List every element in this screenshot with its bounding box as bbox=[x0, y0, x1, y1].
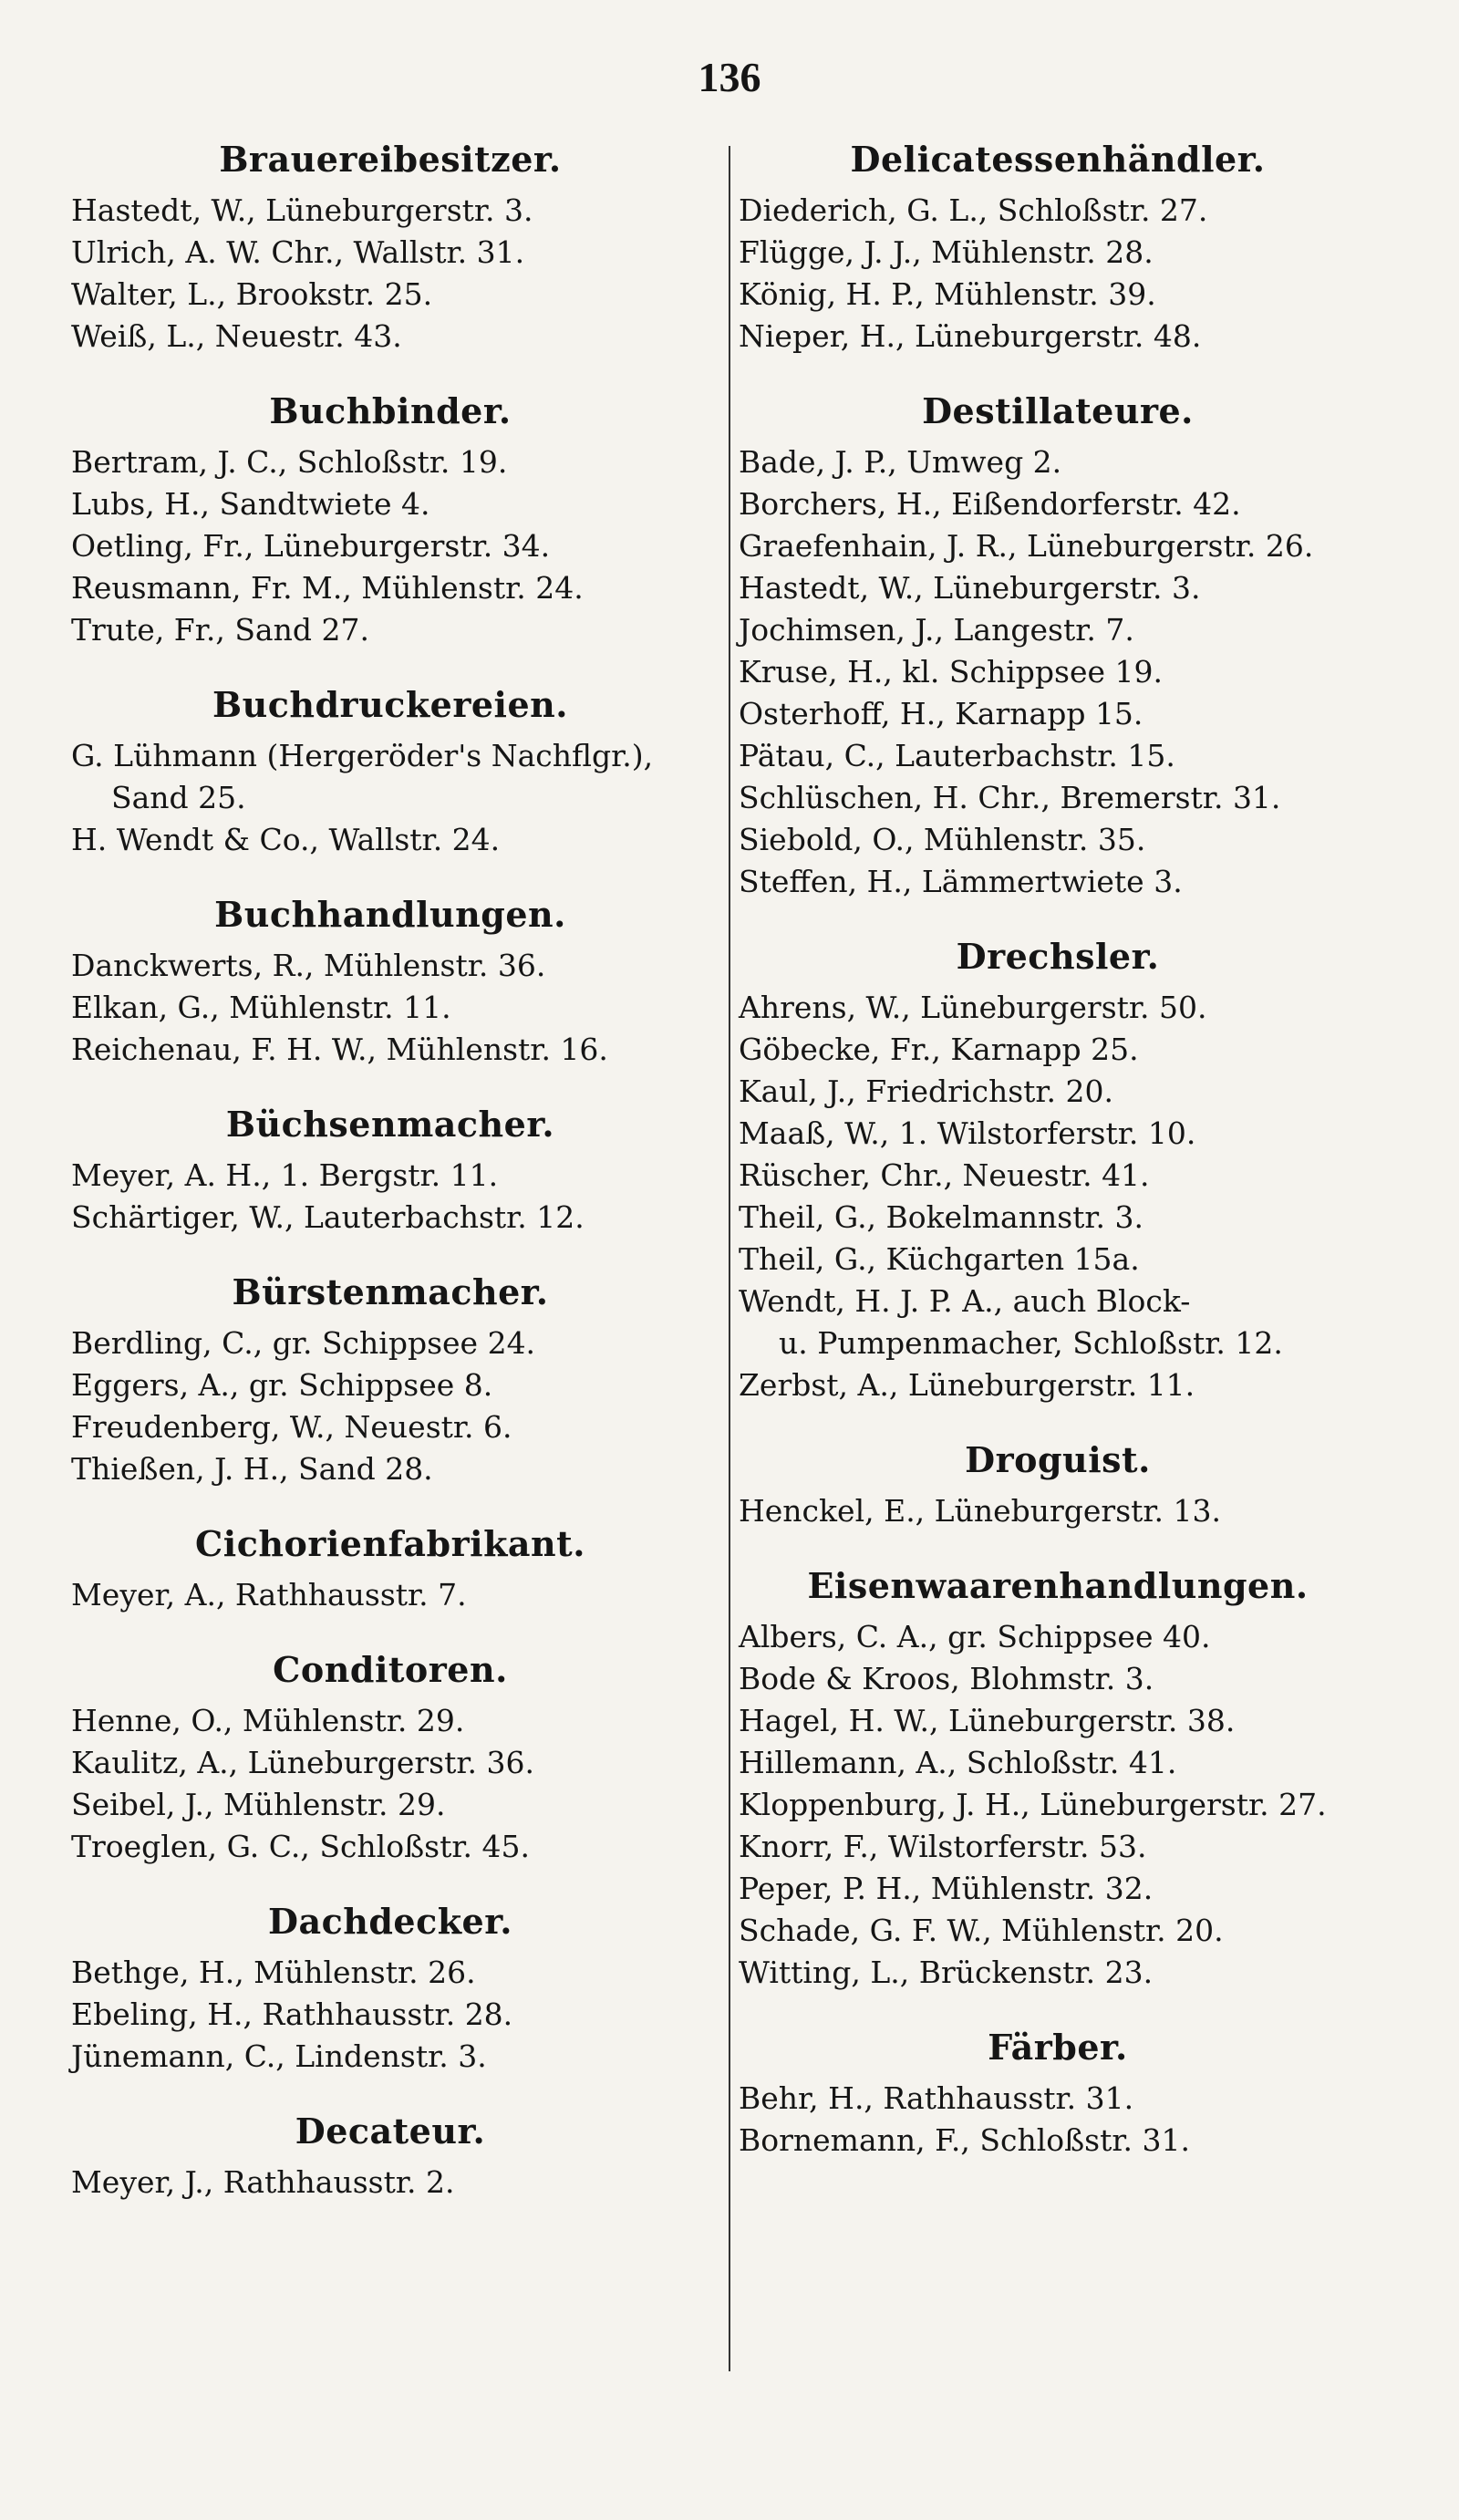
directory-entry bbox=[71, 819, 709, 861]
directory-entry bbox=[739, 525, 1377, 567]
directory-entry bbox=[739, 819, 1377, 861]
entry-text: Borchers, H., Eißendorferstr. 42. bbox=[739, 486, 1241, 522]
entry-text: Elkan, G., Mühlenstr. 11. bbox=[71, 990, 451, 1025]
directory-entry bbox=[739, 483, 1377, 525]
directory-entry bbox=[739, 1490, 1377, 1532]
directory-entry bbox=[739, 1364, 1377, 1406]
entry-text: G. Lühmann (Hergeröder's Nachflgr.), bbox=[71, 738, 654, 773]
directory-section bbox=[71, 1521, 709, 1616]
directory-entry bbox=[739, 777, 1377, 819]
directory-entry bbox=[739, 735, 1377, 777]
entry-text: Weiß, L., Neuestr. 43. bbox=[71, 318, 402, 354]
directory-entry bbox=[71, 1742, 709, 1784]
entry-text: Zerbst, A., Lüneburgerstr. 11. bbox=[739, 1367, 1195, 1403]
entry-text: Steffen, H., Lämmertwiete 3. bbox=[739, 864, 1183, 899]
directory-section bbox=[71, 1899, 709, 2078]
directory-section bbox=[71, 1102, 709, 1239]
directory-entry bbox=[739, 609, 1377, 651]
directory-entry bbox=[71, 316, 709, 358]
directory-entry bbox=[71, 1029, 709, 1071]
directory-entry bbox=[71, 1364, 709, 1406]
entry-text: Behr, H., Rathhausstr. 31. bbox=[739, 2080, 1134, 2116]
entry-text: Albers, C. A., gr. Schippsee 40. bbox=[739, 1619, 1211, 1654]
entry-text: Reichenau, F. H. W., Mühlenstr. 16. bbox=[71, 1032, 608, 1067]
entry-text: Hastedt, W., Lüneburgerstr. 3. bbox=[739, 570, 1201, 606]
entry-text: Hagel, H. W., Lüneburgerstr. 38. bbox=[739, 1703, 1236, 1738]
directory-entry bbox=[739, 316, 1377, 358]
entry-text: Troeglen, G. C., Schloßstr. 45. bbox=[71, 1829, 530, 1864]
entry-text: Walter, L., Brookstr. 25. bbox=[71, 276, 433, 312]
directory-entry bbox=[71, 1784, 709, 1826]
entry-text: Osterhoff, H., Karnapp 15. bbox=[739, 696, 1143, 731]
entry-text: Seibel, J., Mühlenstr. 29. bbox=[71, 1787, 446, 1822]
directory-entry bbox=[71, 1155, 709, 1197]
entry-text: König, H. P., Mühlenstr. 39. bbox=[739, 276, 1156, 312]
directory-entry bbox=[71, 987, 709, 1029]
entry-text: Ahrens, W., Lüneburgerstr. 50. bbox=[739, 990, 1207, 1025]
entry-text: Freudenberg, W., Neuestr. 6. bbox=[71, 1409, 512, 1445]
section-heading: Decateur. bbox=[295, 2110, 486, 2152]
entry-text: Diederich, G. L., Schloßstr. 27. bbox=[739, 192, 1208, 228]
entry-text: Jünemann, C., Lindenstr. 3. bbox=[71, 2038, 487, 2074]
section-heading: Färber. bbox=[988, 2027, 1128, 2068]
entry-text: Siebold, O., Mühlenstr. 35. bbox=[739, 822, 1146, 857]
directory-entry bbox=[739, 1239, 1377, 1281]
directory-entry bbox=[71, 1700, 709, 1742]
directory-entry bbox=[71, 567, 709, 609]
entry-text: Reusmann, Fr. M., Mühlenstr. 24. bbox=[71, 570, 584, 606]
directory-entry bbox=[71, 1994, 709, 2036]
section-heading: Dachdecker. bbox=[268, 1901, 512, 1942]
column-divider bbox=[729, 146, 730, 2371]
entry-text: Knorr, F., Wilstorferstr. 53. bbox=[739, 1829, 1147, 1864]
entry-text: Hillemann, A., Schloßstr. 41. bbox=[739, 1745, 1177, 1780]
directory-entry bbox=[71, 1322, 709, 1364]
directory-entry bbox=[71, 441, 709, 483]
entry-text: Kloppenburg, J. H., Lüneburgerstr. 27. bbox=[739, 1787, 1327, 1822]
entry-text: Ebeling, H., Rathhausstr. 28. bbox=[71, 1996, 513, 2032]
directory-entry bbox=[739, 274, 1377, 316]
directory-entry bbox=[739, 2120, 1377, 2162]
directory-section bbox=[739, 2025, 1377, 2162]
directory-entry bbox=[739, 2078, 1377, 2120]
directory-section bbox=[739, 1563, 1377, 1994]
directory-entry bbox=[71, 483, 709, 525]
entry-text: Hastedt, W., Lüneburgerstr. 3. bbox=[71, 192, 533, 228]
directory-entry bbox=[739, 190, 1377, 232]
entry-text: Wendt, H. J. P. A., auch Block- bbox=[739, 1283, 1191, 1319]
entry-text: Pätau, C., Lauterbachstr. 15. bbox=[739, 738, 1175, 773]
entry-text: Berdling, C., gr. Schippsee 24. bbox=[71, 1325, 536, 1361]
directory-entry bbox=[739, 1616, 1377, 1658]
section-heading: Delicatessenhändler. bbox=[850, 139, 1266, 180]
entry-text: Trute, Fr., Sand 27. bbox=[71, 612, 369, 648]
directory-entry bbox=[739, 1071, 1377, 1113]
entry-text: Schärtiger, W., Lauterbachstr. 12. bbox=[71, 1199, 585, 1235]
directory-entry bbox=[71, 274, 709, 316]
section-heading: Brauereibesitzer. bbox=[219, 139, 562, 180]
entry-text: Peper, P. H., Mühlenstr. 32. bbox=[739, 1871, 1154, 1906]
directory-entry bbox=[71, 190, 709, 232]
left-column bbox=[71, 137, 709, 2235]
directory-entry bbox=[71, 945, 709, 987]
entry-text: Kaulitz, A., Lüneburgerstr. 36. bbox=[71, 1745, 534, 1780]
directory-section bbox=[71, 389, 709, 651]
directory-section bbox=[71, 682, 709, 861]
directory-entry bbox=[739, 987, 1377, 1029]
directory-entry bbox=[71, 735, 709, 819]
page-number: 136 bbox=[698, 54, 761, 100]
directory-entry bbox=[71, 525, 709, 567]
directory-section bbox=[71, 1270, 709, 1490]
directory-section bbox=[71, 1647, 709, 1868]
directory-entry bbox=[71, 1826, 709, 1868]
directory-section bbox=[71, 2109, 709, 2204]
section-heading: Cichorienfabrikant. bbox=[195, 1523, 585, 1564]
directory-section bbox=[739, 137, 1377, 358]
entry-text: Jochimsen, J., Langestr. 7. bbox=[739, 612, 1134, 648]
directory-entry bbox=[71, 2162, 709, 2204]
directory-section bbox=[739, 1437, 1377, 1532]
entry-text: Theil, G., Küchgarten 15a. bbox=[739, 1241, 1140, 1277]
directory-entry bbox=[739, 232, 1377, 274]
directory-entry bbox=[71, 1448, 709, 1490]
directory-entry bbox=[71, 1952, 709, 1994]
directory-entry bbox=[739, 1742, 1377, 1784]
entry-text: Bornemann, F., Schloßstr. 31. bbox=[739, 2122, 1190, 2158]
section-heading: Buchhandlungen. bbox=[214, 894, 566, 935]
entry-text: Göbecke, Fr., Karnapp 25. bbox=[739, 1032, 1139, 1067]
directory-entry bbox=[739, 1952, 1377, 1994]
directory-entry bbox=[739, 1910, 1377, 1952]
section-heading: Droguist. bbox=[965, 1439, 1151, 1480]
entry-text: Theil, G., Bokelmannstr. 3. bbox=[739, 1199, 1144, 1235]
directory-entry bbox=[739, 1700, 1377, 1742]
directory-entry bbox=[739, 1281, 1377, 1364]
right-column bbox=[739, 137, 1377, 2193]
entry-text: Henne, O., Mühlenstr. 29. bbox=[71, 1703, 465, 1738]
directory-entry bbox=[71, 1197, 709, 1239]
entry-text: Lubs, H., Sandtwiete 4. bbox=[71, 486, 430, 522]
entry-text: Bethge, H., Mühlenstr. 26. bbox=[71, 1955, 476, 1990]
entry-text: Graefenhain, J. R., Lüneburgerstr. 26. bbox=[739, 528, 1314, 564]
directory-entry bbox=[739, 1784, 1377, 1826]
directory-entry bbox=[739, 1155, 1377, 1197]
section-heading: Büchsenmacher. bbox=[225, 1104, 555, 1145]
directory-entry bbox=[739, 861, 1377, 903]
section-heading: Buchbinder. bbox=[269, 390, 512, 431]
entry-text: Kaul, J., Friedrichstr. 20. bbox=[739, 1073, 1114, 1109]
entry-text: Meyer, J., Rathhausstr. 2. bbox=[71, 2164, 455, 2200]
entry-text: Bode & Kroos, Blohmstr. 3. bbox=[739, 1661, 1154, 1696]
directory-entry bbox=[739, 567, 1377, 609]
directory-entry bbox=[739, 1658, 1377, 1700]
directory-section bbox=[739, 389, 1377, 903]
directory-entry bbox=[71, 1574, 709, 1616]
entry-continuation: u. Pumpenmacher, Schloßstr. 12. bbox=[779, 1325, 1283, 1361]
entry-text: Witting, L., Brückenstr. 23. bbox=[739, 1955, 1154, 1990]
directory-entry bbox=[739, 1868, 1377, 1910]
entry-text: Danckwerts, R., Mühlenstr. 36. bbox=[71, 948, 546, 983]
entry-text: Flügge, J. J., Mühlenstr. 28. bbox=[739, 234, 1154, 270]
entry-text: Kruse, H., kl. Schippsee 19. bbox=[739, 654, 1164, 690]
entry-text: Meyer, A. H., 1. Bergstr. 11. bbox=[71, 1157, 499, 1193]
entry-text: Maaß, W., 1. Wilstorferstr. 10. bbox=[739, 1115, 1196, 1151]
entry-text: Schlüschen, H. Chr., Bremerstr. 31. bbox=[739, 780, 1281, 815]
directory-entry bbox=[739, 651, 1377, 693]
entry-text: Henckel, E., Lüneburgerstr. 13. bbox=[739, 1493, 1221, 1529]
directory-entry bbox=[739, 1197, 1377, 1239]
directory-entry bbox=[71, 1406, 709, 1448]
directory-section bbox=[739, 934, 1377, 1406]
directory-entry bbox=[71, 232, 709, 274]
section-heading: Eisenwaarenhandlungen. bbox=[807, 1565, 1309, 1606]
entry-text: Oetling, Fr., Lüneburgerstr. 34. bbox=[71, 528, 551, 564]
directory-entry bbox=[739, 1113, 1377, 1155]
section-heading: Bürstenmacher. bbox=[232, 1271, 549, 1312]
directory-entry bbox=[739, 1029, 1377, 1071]
entry-text: Ulrich, A. W. Chr., Wallstr. 31. bbox=[71, 234, 525, 270]
entry-text: Eggers, A., gr. Schippsee 8. bbox=[71, 1367, 493, 1403]
entry-text: Bertram, J. C., Schloßstr. 19. bbox=[71, 444, 508, 480]
directory-section bbox=[71, 892, 709, 1071]
entry-text: Rüscher, Chr., Neuestr. 41. bbox=[739, 1157, 1150, 1193]
section-heading: Drechsler. bbox=[956, 936, 1160, 977]
directory-entry bbox=[71, 609, 709, 651]
directory-entry bbox=[739, 441, 1377, 483]
entry-text: Bade, J. P., Umweg 2. bbox=[739, 444, 1062, 480]
directory-section bbox=[71, 137, 709, 358]
entry-text: H. Wendt & Co., Wallstr. 24. bbox=[71, 822, 501, 857]
entry-text: Schade, G. F. W., Mühlenstr. 20. bbox=[739, 1913, 1224, 1948]
directory-entry bbox=[739, 693, 1377, 735]
directory-entry bbox=[739, 1826, 1377, 1868]
entry-text: Thießen, J. H., Sand 28. bbox=[71, 1451, 433, 1487]
section-heading: Buchdruckereien. bbox=[212, 684, 569, 725]
section-heading: Destillateure. bbox=[922, 390, 1194, 431]
directory-entry bbox=[71, 2036, 709, 2078]
entry-text: Meyer, A., Rathhausstr. 7. bbox=[71, 1577, 467, 1613]
entry-text: Nieper, H., Lüneburgerstr. 48. bbox=[739, 318, 1202, 354]
entry-continuation: Sand 25. bbox=[111, 780, 246, 815]
section-heading: Conditoren. bbox=[273, 1649, 508, 1690]
